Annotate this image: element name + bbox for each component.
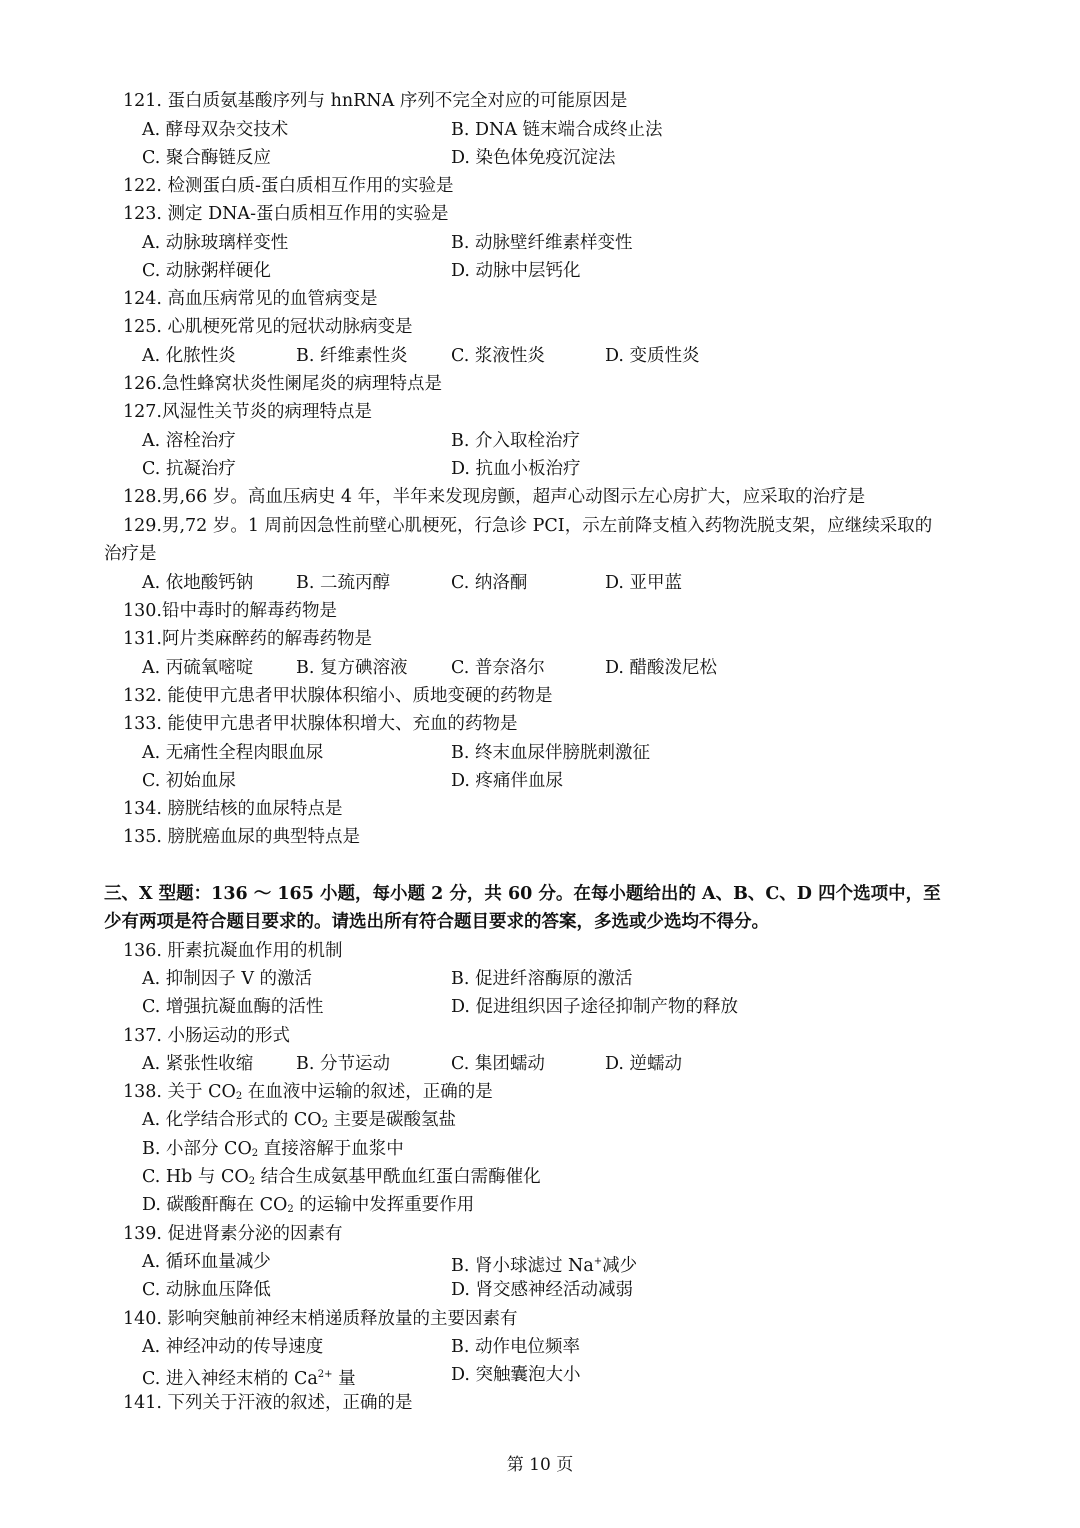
section-heading: 三、X 型题：136 ～ 165 小题，每小题 2 分，共 60 分。在每小题给出的 A、B、C、D 四个选项中，至 [104,884,941,904]
option-131-d: D. 醋酸泼尼松 [605,658,718,678]
option-133-b: B. 终末血尿伴膀胱刺激征 [451,743,650,763]
question-129: 129.男,72 岁。1 周前因急性前壁心肌梗死，行急诊 PCI，示左前降支植入药物洗脱支架，应继续采取的 [123,516,933,536]
option-131-c: C. 普奈洛尔 [451,658,545,678]
option-123-c: C. 动脉粥样硬化 [142,261,271,281]
option-123-a: A. 动脉玻璃样变性 [142,233,289,253]
question-134: 134. 膀胱结核的血尿特点是 [123,799,343,819]
option-138-b-text: B. 小部分 CO [142,1139,252,1159]
question-124: 124. 高血压病常见的血管病变是 [123,289,378,309]
option-125-d: D. 变质性炎 [605,346,700,366]
question-137: 137. 小肠运动的形式 [123,1026,291,1046]
subscript-2: 2 [248,1176,256,1187]
question-140: 140. 影响突触前神经末梢递质释放量的主要因素有 [123,1309,518,1329]
option-136-c: C. 增强抗凝血酶的活性 [142,997,324,1017]
option-131-a: A. 丙硫氧嘧啶 [142,658,254,678]
option-139-b [451,1251,637,1277]
option-139-b-text-end: 减少 [602,1256,638,1276]
question-128: 128.男,66 岁。高血压病史 4 年，半年来发现房颤，超声心动图示左心房扩大，应采取的治疗是 [123,487,866,507]
option-140-c-text-end: 量 [332,1369,356,1389]
question-138-text: 138. 关于 CO [123,1082,236,1102]
option-127-c: C. 抗凝治疗 [142,459,236,479]
option-136-d: D. 促进组织因子途径抑制产物的释放 [451,997,739,1017]
option-138-d-text-end: 的运输中发挥重要作用 [293,1195,475,1215]
option-133-c: C. 初始血尿 [142,771,236,791]
question-139: 139. 促进肾素分泌的因素有 [123,1224,343,1244]
subscript-2: 2 [287,1204,294,1215]
section-heading-continued: 少有两项是符合题目要求的。请选出所有符合题目要求的答案，多选或少选均不得分。 [104,912,769,932]
option-125-a: A. 化脓性炎 [142,346,236,366]
option-129-d: D. 亚甲蓝 [605,573,683,593]
question-121: 121. 蛋白质氨基酸序列与 hnRNA 序列不完全对应的可能原因是 [123,91,628,111]
page-number: 第 10 页 [506,1455,574,1475]
option-131-b: B. 复方碘溶液 [296,658,408,678]
option-138-b [142,1138,404,1165]
question-136: 136. 肝素抗凝血作用的机制 [123,941,343,961]
question-132: 132. 能使甲亢患者甲状腺体积缩小、质地变硬的药物是 [123,686,553,706]
option-140-d: D. 突触囊泡大小 [451,1365,581,1385]
option-138-a [142,1109,456,1136]
option-140-c-text: C. 进入神经末梢的 Ca [142,1369,318,1389]
option-127-b: B. 介入取栓治疗 [451,431,580,451]
option-133-d: D. 疼痛伴血尿 [451,771,564,791]
option-138-b-text-end: 直接溶解于血浆中 [258,1139,404,1159]
option-139-c: C. 动脉血压降低 [142,1280,271,1300]
option-123-b: B. 动脉壁纤维素样变性 [451,233,633,253]
option-137-a: A. 紧张性收缩 [142,1054,254,1074]
question-133: 133. 能使甲亢患者甲状腺体积增大、充血的药物是 [123,714,518,734]
question-138 [123,1081,493,1108]
option-121-a: A. 酵母双杂交技术 [142,120,289,140]
option-125-b: B. 纤维素性炎 [296,346,408,366]
option-125-c: C. 浆液性炎 [451,346,545,366]
option-129-b: B. 二巯丙醇 [296,573,390,593]
option-138-c-text-end: 结合生成氨基甲酰血红蛋白需酶催化 [255,1167,541,1187]
option-138-d-text: D. 碳酸酐酶在 CO [142,1195,288,1215]
subscript-2: 2 [321,1119,328,1130]
option-133-a: A. 无痛性全程肉眼血尿 [142,743,324,763]
option-127-d: D. 抗血小板治疗 [451,459,581,479]
option-136-a: A. 抑制因子 V 的激活 [142,969,313,989]
option-121-d: D. 染色体免疫沉淀法 [451,148,616,168]
option-121-c: C. 聚合酶链反应 [142,148,271,168]
option-127-a: A. 溶栓治疗 [142,431,236,451]
subscript-2: 2 [251,1148,259,1159]
question-126: 126.急性蜂窝状炎性阑尾炎的病理特点是 [123,374,442,394]
option-140-c [142,1364,356,1390]
superscript-2plus: 2+ [317,1369,333,1380]
question-138-text-end: 在血液中运输的叙述，正确的是 [242,1082,493,1102]
option-138-c-text: C. Hb 与 CO [142,1167,249,1187]
option-121-b: B. DNA 链末端合成终止法 [451,120,663,140]
question-141: 141. 下列关于汗液的叙述，正确的是 [123,1393,413,1413]
option-137-d: D. 逆蠕动 [605,1054,683,1074]
option-140-a: A. 神经冲动的传导速度 [142,1337,324,1357]
option-139-a: A. 循环血量减少 [142,1252,271,1272]
question-127: 127.风湿性关节炎的病理特点是 [123,402,372,422]
option-129-a: A. 依地酸钙钠 [142,573,254,593]
superscript-plus: + [593,1256,603,1267]
option-129-c: C. 纳洛酮 [451,573,528,593]
option-123-d: D. 动脉中层钙化 [451,261,581,281]
option-140-b: B. 动作电位频率 [451,1337,580,1357]
question-125: 125. 心肌梗死常见的冠状动脉病变是 [123,317,413,337]
question-131: 131.阿片类麻醉药的解毒药物是 [123,629,372,649]
option-138-c [142,1166,541,1193]
option-137-b: B. 分节运动 [296,1054,390,1074]
option-139-d: D. 肾交感神经活动减弱 [451,1280,634,1300]
question-123: 123. 测定 DNA-蛋白质相互作用的实验是 [123,204,449,224]
option-139-b-text: B. 肾小球滤过 Na [451,1256,594,1276]
option-137-c: C. 集团蠕动 [451,1054,545,1074]
question-129-continued: 治疗是 [104,544,157,564]
option-138-a-text: A. 化学结合形式的 CO [142,1110,322,1130]
option-138-d [142,1194,474,1221]
question-122: 122. 检测蛋白质-蛋白质相互作用的实验是 [123,176,454,196]
question-135: 135. 膀胱癌血尿的典型特点是 [123,827,361,847]
option-136-b: B. 促进纤溶酶原的激活 [451,969,633,989]
question-130: 130.铅中毒时的解毒药物是 [123,601,337,621]
subscript-2: 2 [235,1091,243,1102]
option-138-a-text-end: 主要是碳酸氢盐 [327,1110,456,1130]
